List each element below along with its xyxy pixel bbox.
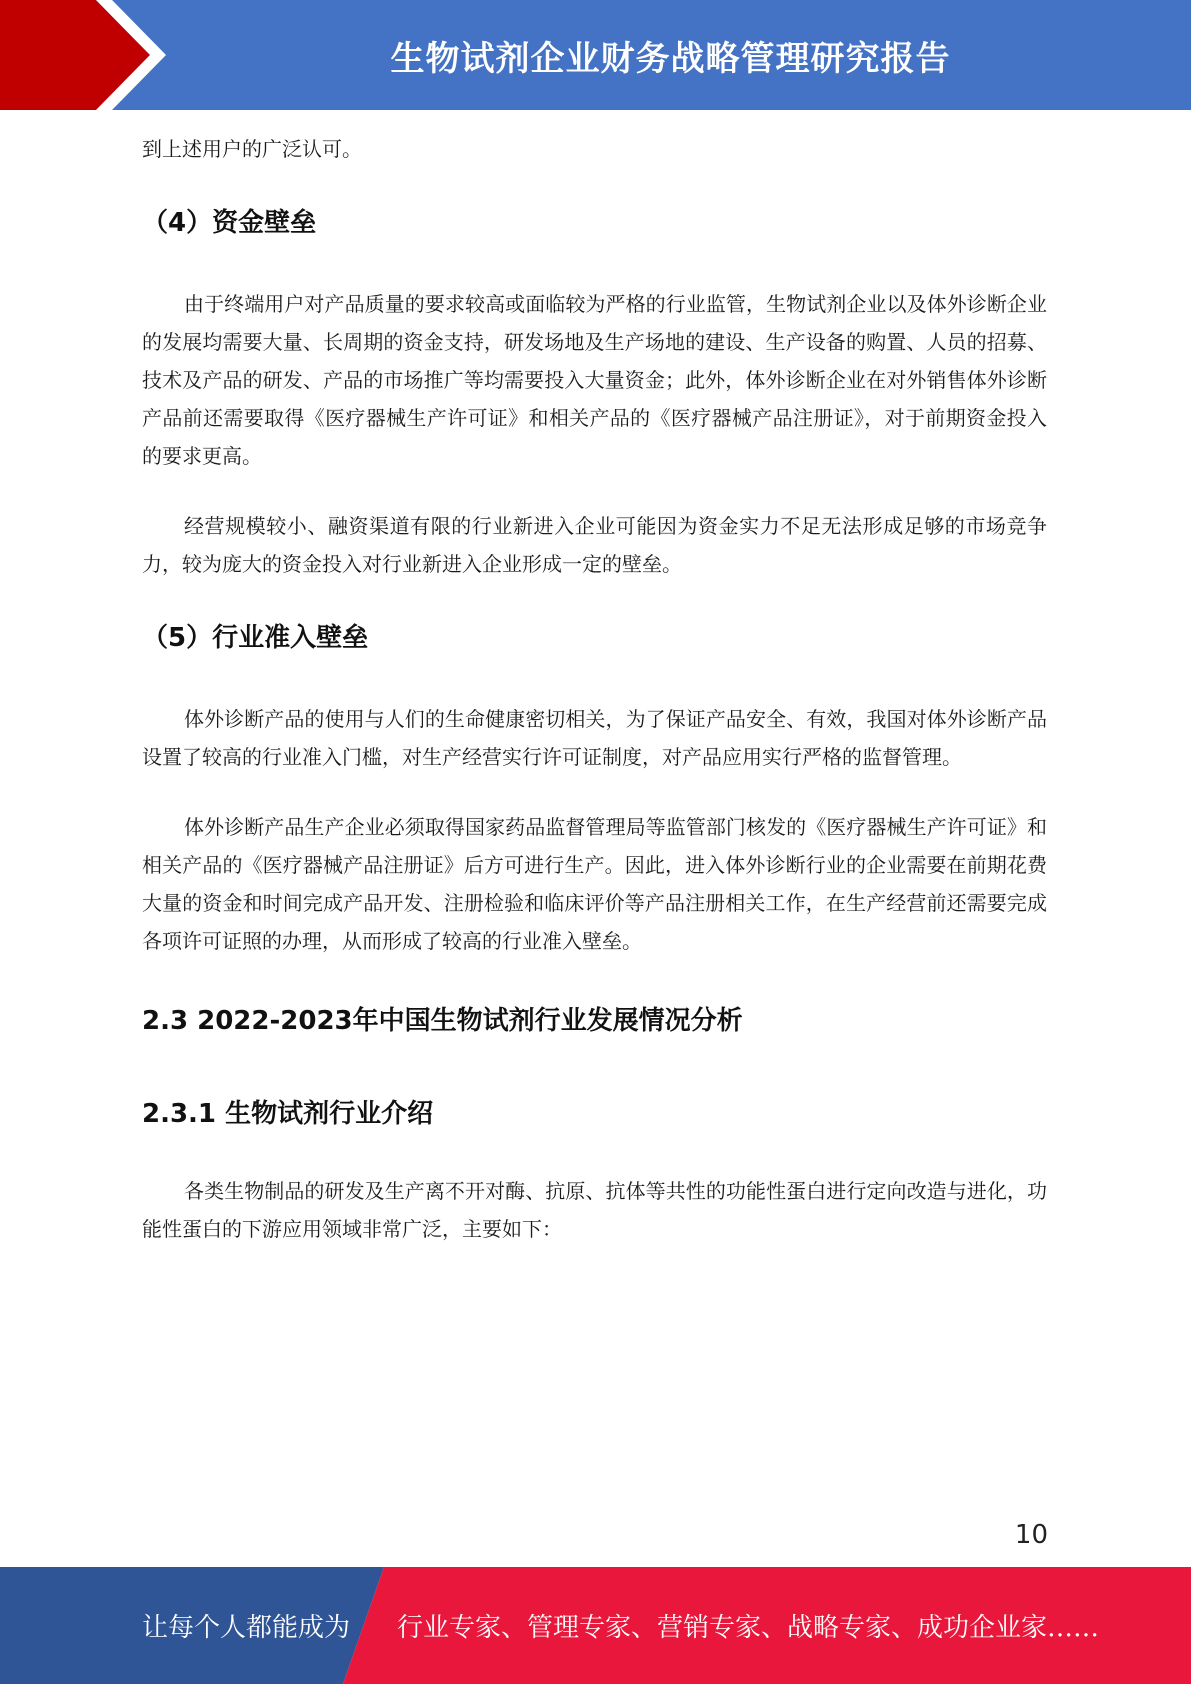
- heading-access-barrier: （5）行业准入壁垒: [142, 623, 369, 653]
- heading-capital-barrier: （4）资金壁垒: [142, 208, 317, 238]
- paragraph-capital-1: 由于终端用户对产品质量的要求较高或面临较为严格的行业监管，生物试剂企业以及体外诊断企业的发展均需要大量、长周期的资金支持，研发场地及生产场地的建设、生产设备的购置、人员的招募、技术及产品的研发、产品的市场推广等均需要投入大量资金；此外，体外诊断企业在对外销售体外诊断产品前还需要取得《医疗器械生产许可证》和相关产品的《医疗器械产品注册证》，对于前期资金投入的要求更高。: [142, 292, 1047, 468]
- section-heading-2-3-1: 2.3.1 生物试剂行业介绍: [142, 1099, 434, 1129]
- footer-slogan-left: 让每个人都能成为: [142, 1613, 351, 1643]
- paragraph-access-1: 体外诊断产品的使用与人们的生命健康密切相关，为了保证产品安全、有效，我国对体外诊断产品设置了较高的行业准入门槛，对生产经营实行许可证制度，对产品应用实行严格的监督管理。: [142, 707, 1047, 769]
- paragraph-access-2: 体外诊断产品生产企业必须取得国家药品监督管理局等监管部门核发的《医疗器械生产许可证》和相关产品的《医疗器械产品注册证》后方可进行生产。因此，进入体外诊断行业的企业需要在前期花费大量的资金和时间完成产品开发、注册检验和临床评价等产品注册相关工作，在生产经营前还需要完成各项许可证照的办理，从而形成了较高的行业准入壁垒。: [142, 815, 1047, 953]
- intro-paragraph: 到上述用户的广泛认可。: [142, 137, 362, 161]
- report-header: [0, 0, 1191, 110]
- document-body: [142, 130, 1047, 1248]
- paragraph-industry-intro: 各类生物制品的研发及生产离不开对酶、抗原、抗体等共性的功能性蛋白进行定向改造与进化，功能性蛋白的下游应用领域非常广泛，主要如下：: [142, 1179, 1047, 1241]
- paragraph-capital-2: 经营规模较小、融资渠道有限的行业新进入企业可能因为资金实力不足无法形成足够的市场竞争力，较为庞大的资金投入对行业新进入企业形成一定的壁垒。: [142, 514, 1047, 576]
- report-footer: [0, 1567, 1191, 1684]
- footer-slogan-right: 行业专家、管理专家、营销专家、战略专家、成功企业家……: [397, 1613, 1100, 1643]
- page-number: 10: [1014, 1520, 1048, 1550]
- section-heading-2-3: 2.3 2022-2023年中国生物试剂行业发展情况分析: [142, 1006, 743, 1036]
- report-title: 生物试剂企业财务战略管理研究报告: [390, 38, 951, 79]
